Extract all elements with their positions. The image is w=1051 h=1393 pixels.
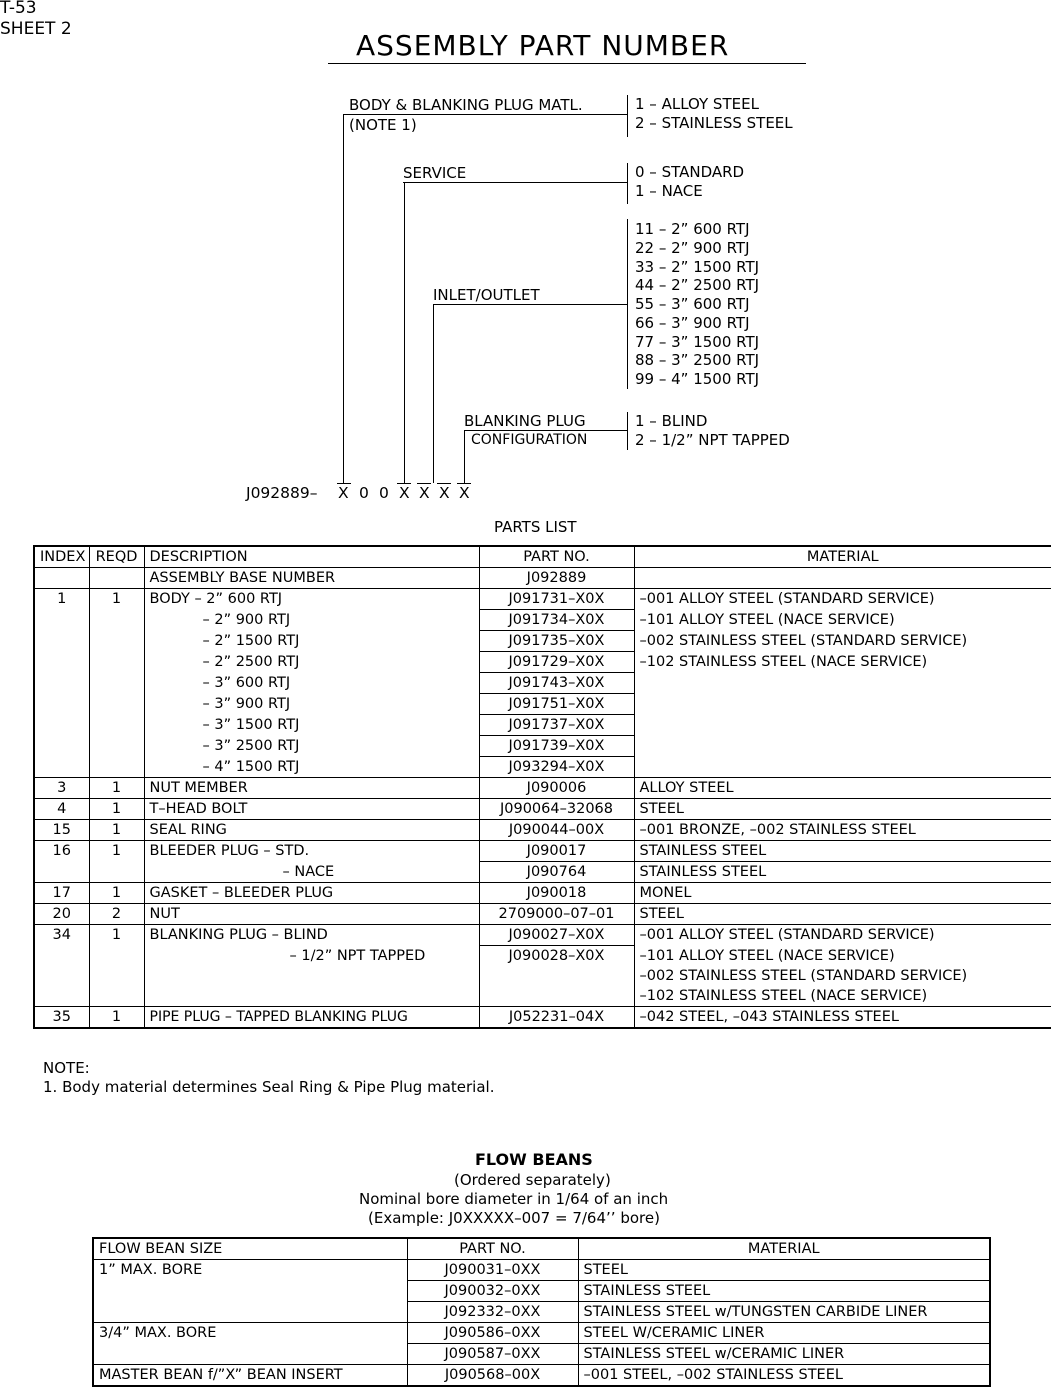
column-header-description: DESCRIPTION	[144, 546, 479, 568]
cell-reqd: 1	[89, 925, 144, 946]
table-row	[93, 1281, 990, 1302]
cell-description: – 3” 900 RTJ	[144, 694, 479, 715]
cell-part-no: J090764	[479, 862, 634, 883]
table-row	[93, 1344, 990, 1365]
cell-flow-bean-size	[93, 1281, 407, 1302]
cell-description: – 4” 1500 RTJ	[144, 757, 479, 778]
table-row	[93, 1365, 990, 1387]
flow-beans-header-row	[93, 1238, 990, 1260]
cell-description: – 3” 1500 RTJ	[144, 715, 479, 736]
code-group-label-service: SERVICE	[403, 164, 467, 182]
assembly-base-number: J092889–	[246, 484, 318, 502]
cell-reqd: 1	[89, 778, 144, 799]
cell-part-no: J090568–00X	[407, 1365, 578, 1387]
cell-reqd	[89, 736, 144, 757]
code-group-sublabel-blanking-plug: CONFIGURATION	[471, 432, 588, 448]
table-row	[34, 610, 1051, 631]
leader-line	[433, 304, 627, 305]
table-row	[34, 652, 1051, 673]
cell-material: STAINLESS STEEL	[634, 841, 1051, 862]
cell-reqd	[89, 568, 144, 589]
sheet-number: SHEET 2	[0, 19, 72, 39]
option-inlet-outlet-11: 11 – 2” 600 RTJ	[635, 220, 750, 238]
cell-description: – 2” 1500 RTJ	[144, 631, 479, 652]
option-blanking-plug-1: 1 – BLIND	[635, 412, 708, 430]
table-row	[34, 862, 1051, 883]
cell-index	[34, 673, 89, 694]
option-inlet-outlet-66: 66 – 3” 900 RTJ	[635, 314, 750, 332]
code-char-bar	[417, 483, 431, 484]
cell-material: –001 BRONZE, –002 STAINLESS STEEL	[634, 820, 1051, 841]
column-header-part-no: PART NO.	[407, 1238, 578, 1260]
table-row	[34, 673, 1051, 694]
option-service-1: 1 – NACE	[635, 182, 703, 200]
parts-list-table	[33, 545, 1051, 1029]
leader-line	[403, 182, 627, 183]
cell-part-no: J090587–0XX	[407, 1344, 578, 1365]
cell-part-no: J090586–0XX	[407, 1323, 578, 1344]
code-char: 0	[359, 484, 369, 502]
cell-index: 3	[34, 778, 89, 799]
cell-material: –001 STEEL, –002 STAINLESS STEEL	[578, 1365, 990, 1387]
page-title: ASSEMBLY PART NUMBER	[356, 29, 730, 62]
cell-material: STEEL W/CERAMIC LINER	[578, 1323, 990, 1344]
option-inlet-outlet-55: 55 – 3” 600 RTJ	[635, 295, 750, 313]
cell-description: NUT MEMBER	[144, 778, 479, 799]
cell-reqd: 1	[89, 1007, 144, 1029]
parts-list-title: PARTS LIST	[494, 518, 577, 536]
cell-description: BLEEDER PLUG – STD.	[144, 841, 479, 862]
code-char-bar	[397, 483, 411, 484]
cell-index	[34, 715, 89, 736]
cell-material	[634, 736, 1051, 757]
cell-description	[144, 966, 479, 986]
table-row	[34, 799, 1051, 820]
code-char: 0	[379, 484, 389, 502]
table-row	[34, 568, 1051, 589]
flow-beans-line: (Example: J0XXXXX–007 = 7/64’’ bore)	[368, 1209, 660, 1227]
option-inlet-outlet-44: 44 – 2” 2500 RTJ	[635, 276, 760, 294]
table-row	[34, 694, 1051, 715]
cell-part-no: J090064–32068	[479, 799, 634, 820]
table-row	[34, 946, 1051, 967]
option-bracket	[627, 412, 628, 450]
code-char-bar	[437, 483, 451, 484]
parts-list-header-row	[34, 546, 1051, 568]
option-bracket	[627, 95, 628, 137]
table-row	[34, 925, 1051, 946]
table-row	[34, 904, 1051, 925]
leader-line	[464, 430, 465, 483]
cell-material: –001 ALLOY STEEL (STANDARD SERVICE)	[634, 589, 1051, 610]
cell-material	[634, 568, 1051, 589]
cell-part-no	[479, 986, 634, 1007]
cell-reqd: 1	[89, 883, 144, 904]
table-row	[34, 778, 1051, 799]
cell-index	[34, 986, 89, 1007]
table-row	[34, 841, 1051, 862]
cell-material	[634, 673, 1051, 694]
cell-reqd	[89, 673, 144, 694]
leader-line	[433, 304, 434, 483]
code-group-sublabel-material: (NOTE 1)	[349, 116, 417, 134]
cell-description: NUT	[144, 904, 479, 925]
cell-description: – 1/2” NPT TAPPED	[144, 946, 479, 967]
cell-reqd	[89, 757, 144, 778]
note-text: 1. Body material determines Seal Ring & Pipe Plug material.	[43, 1078, 495, 1096]
cell-material: –042 STEEL, –043 STAINLESS STEEL	[634, 1007, 1051, 1029]
cell-part-no: J091734–X0X	[479, 610, 634, 631]
code-group-label-inlet-outlet: INLET/OUTLET	[433, 286, 540, 304]
cell-material: STEEL	[578, 1260, 990, 1281]
table-row	[34, 966, 1051, 986]
cell-part-no: J091729–X0X	[479, 652, 634, 673]
cell-part-no: J091737–X0X	[479, 715, 634, 736]
cell-material: –001 ALLOY STEEL (STANDARD SERVICE)	[634, 925, 1051, 946]
code-char: X	[439, 484, 450, 502]
table-row	[34, 757, 1051, 778]
code-group-label-material: BODY & BLANKING PLUG MATL.	[349, 96, 583, 114]
table-row	[34, 589, 1051, 610]
cell-part-no: J090044–00X	[479, 820, 634, 841]
cell-description: SEAL RING	[144, 820, 479, 841]
cell-reqd	[89, 652, 144, 673]
cell-part-no: J091731–X0X	[479, 589, 634, 610]
cell-part-no: J091743–X0X	[479, 673, 634, 694]
option-inlet-outlet-22: 22 – 2” 900 RTJ	[635, 239, 750, 257]
cell-material: MONEL	[634, 883, 1051, 904]
option-inlet-outlet-99: 99 – 4” 1500 RTJ	[635, 370, 760, 388]
option-blanking-plug-2: 2 – 1/2” NPT TAPPED	[635, 431, 790, 449]
cell-description: BODY – 2” 600 RTJ	[144, 589, 479, 610]
cell-part-no: J091739–X0X	[479, 736, 634, 757]
cell-part-no: J093294–X0X	[479, 757, 634, 778]
option-inlet-outlet-88: 88 – 3” 2500 RTJ	[635, 351, 760, 369]
table-row	[34, 986, 1051, 1007]
cell-flow-bean-size	[93, 1302, 407, 1323]
title-underline	[328, 63, 806, 64]
column-header-part-no: PART NO.	[479, 546, 634, 568]
code-group-label-blanking-plug: BLANKING PLUG	[464, 412, 586, 430]
cell-index	[34, 966, 89, 986]
cell-material	[634, 694, 1051, 715]
cell-description: GASKET – BLEEDER PLUG	[144, 883, 479, 904]
cell-reqd: 1	[89, 589, 144, 610]
cell-description: ASSEMBLY BASE NUMBER	[144, 568, 479, 589]
cell-part-no: J092332–0XX	[407, 1302, 578, 1323]
cell-material: –101 ALLOY STEEL (NACE SERVICE)	[634, 946, 1051, 967]
option-material-1: 1 – ALLOY STEEL	[635, 95, 759, 113]
cell-material: ALLOY STEEL	[634, 778, 1051, 799]
cell-flow-bean-size: MASTER BEAN f/”X” BEAN INSERT	[93, 1365, 407, 1387]
cell-reqd	[89, 946, 144, 967]
cell-reqd	[89, 715, 144, 736]
cell-part-no: J090018	[479, 883, 634, 904]
column-header-material: MATERIAL	[634, 546, 1051, 568]
cell-index	[34, 568, 89, 589]
cell-reqd: 1	[89, 820, 144, 841]
cell-part-no: J091751–X0X	[479, 694, 634, 715]
cell-part-no	[479, 966, 634, 986]
leader-line	[404, 182, 405, 483]
code-char-bar	[337, 483, 351, 484]
code-char: X	[338, 484, 349, 502]
cell-description: – 3” 600 RTJ	[144, 673, 479, 694]
leader-line	[464, 430, 627, 431]
cell-material: –102 STAINLESS STEEL (NACE SERVICE)	[634, 652, 1051, 673]
cell-reqd	[89, 631, 144, 652]
document-id: T-53	[0, 0, 37, 18]
cell-reqd	[89, 966, 144, 986]
cell-reqd: 2	[89, 904, 144, 925]
flow-beans-title: FLOW BEANS	[475, 1150, 593, 1169]
column-header-index: INDEX	[34, 546, 89, 568]
column-header-reqd: REQD	[89, 546, 144, 568]
option-inlet-outlet-77: 77 – 3” 1500 RTJ	[635, 333, 760, 351]
table-row	[34, 820, 1051, 841]
leader-line	[343, 114, 627, 115]
cell-part-no: J090006	[479, 778, 634, 799]
column-header-flow-bean-size: FLOW BEAN SIZE	[93, 1238, 407, 1260]
cell-part-no: 2709000–07–01	[479, 904, 634, 925]
option-service-0: 0 – STANDARD	[635, 163, 745, 181]
cell-index: 34	[34, 925, 89, 946]
cell-description: – 2” 900 RTJ	[144, 610, 479, 631]
flow-beans-line: Nominal bore diameter in 1/64 of an inch	[359, 1190, 669, 1208]
cell-index	[34, 757, 89, 778]
option-bracket	[627, 163, 628, 204]
flow-beans-line: (Ordered separately)	[454, 1171, 611, 1189]
cell-index: 35	[34, 1007, 89, 1029]
cell-index	[34, 946, 89, 967]
table-row	[34, 883, 1051, 904]
cell-index: 15	[34, 820, 89, 841]
cell-material: STEEL	[634, 904, 1051, 925]
cell-description: – 3” 2500 RTJ	[144, 736, 479, 757]
option-inlet-outlet-33: 33 – 2” 1500 RTJ	[635, 258, 760, 276]
cell-material: –102 STAINLESS STEEL (NACE SERVICE)	[634, 986, 1051, 1007]
cell-index	[34, 610, 89, 631]
cell-index	[34, 862, 89, 883]
table-row	[34, 631, 1051, 652]
cell-material: STAINLESS STEEL w/TUNGSTEN CARBIDE LINER	[578, 1302, 990, 1323]
cell-part-no: J092889	[479, 568, 634, 589]
cell-material	[634, 715, 1051, 736]
code-char: X	[399, 484, 410, 502]
cell-index: 4	[34, 799, 89, 820]
cell-material: –002 STAINLESS STEEL (STANDARD SERVICE)	[634, 631, 1051, 652]
cell-index	[34, 652, 89, 673]
cell-part-no: J090028–X0X	[479, 946, 634, 967]
cell-description: – NACE	[144, 862, 479, 883]
table-row	[93, 1302, 990, 1323]
cell-material: STAINLESS STEEL	[634, 862, 1051, 883]
cell-material: –002 STAINLESS STEEL (STANDARD SERVICE)	[634, 966, 1051, 986]
code-char: X	[459, 484, 470, 502]
note-heading: NOTE:	[43, 1059, 90, 1077]
leader-line	[343, 114, 344, 483]
table-row	[34, 715, 1051, 736]
cell-part-no: J091735–X0X	[479, 631, 634, 652]
column-header-material: MATERIAL	[578, 1238, 990, 1260]
cell-material: STEEL	[634, 799, 1051, 820]
cell-reqd: 1	[89, 799, 144, 820]
option-material-2: 2 – STAINLESS STEEL	[635, 114, 793, 132]
cell-material: STAINLESS STEEL w/CERAMIC LINER	[578, 1344, 990, 1365]
cell-reqd	[89, 694, 144, 715]
cell-part-no: J090032–0XX	[407, 1281, 578, 1302]
cell-reqd	[89, 986, 144, 1007]
cell-index: 1	[34, 589, 89, 610]
cell-index	[34, 631, 89, 652]
flow-beans-table	[92, 1237, 991, 1387]
cell-material	[634, 757, 1051, 778]
code-char-bar	[457, 483, 471, 484]
cell-flow-bean-size: 3/4” MAX. BORE	[93, 1323, 407, 1344]
cell-part-no: J090017	[479, 841, 634, 862]
cell-description: BLANKING PLUG – BLIND	[144, 925, 479, 946]
option-bracket	[627, 219, 628, 389]
code-char: X	[419, 484, 430, 502]
cell-flow-bean-size	[93, 1344, 407, 1365]
cell-index	[34, 694, 89, 715]
cell-index: 16	[34, 841, 89, 862]
table-row	[34, 1007, 1051, 1029]
cell-reqd	[89, 610, 144, 631]
cell-part-no: J052231–04X	[479, 1007, 634, 1029]
cell-description	[144, 986, 479, 1007]
table-row	[34, 736, 1051, 757]
cell-description: T–HEAD BOLT	[144, 799, 479, 820]
cell-index: 20	[34, 904, 89, 925]
cell-reqd: 1	[89, 841, 144, 862]
cell-part-no: J090027–X0X	[479, 925, 634, 946]
cell-index: 17	[34, 883, 89, 904]
cell-reqd	[89, 862, 144, 883]
cell-description: – 2” 2500 RTJ	[144, 652, 479, 673]
cell-description: PIPE PLUG – TAPPED BLANKING PLUG	[144, 1007, 479, 1029]
cell-flow-bean-size: 1” MAX. BORE	[93, 1260, 407, 1281]
cell-index	[34, 736, 89, 757]
cell-material: STAINLESS STEEL	[578, 1281, 990, 1302]
cell-material: –101 ALLOY STEEL (NACE SERVICE)	[634, 610, 1051, 631]
table-row	[93, 1323, 990, 1344]
cell-part-no: J090031–0XX	[407, 1260, 578, 1281]
table-row	[93, 1260, 990, 1281]
